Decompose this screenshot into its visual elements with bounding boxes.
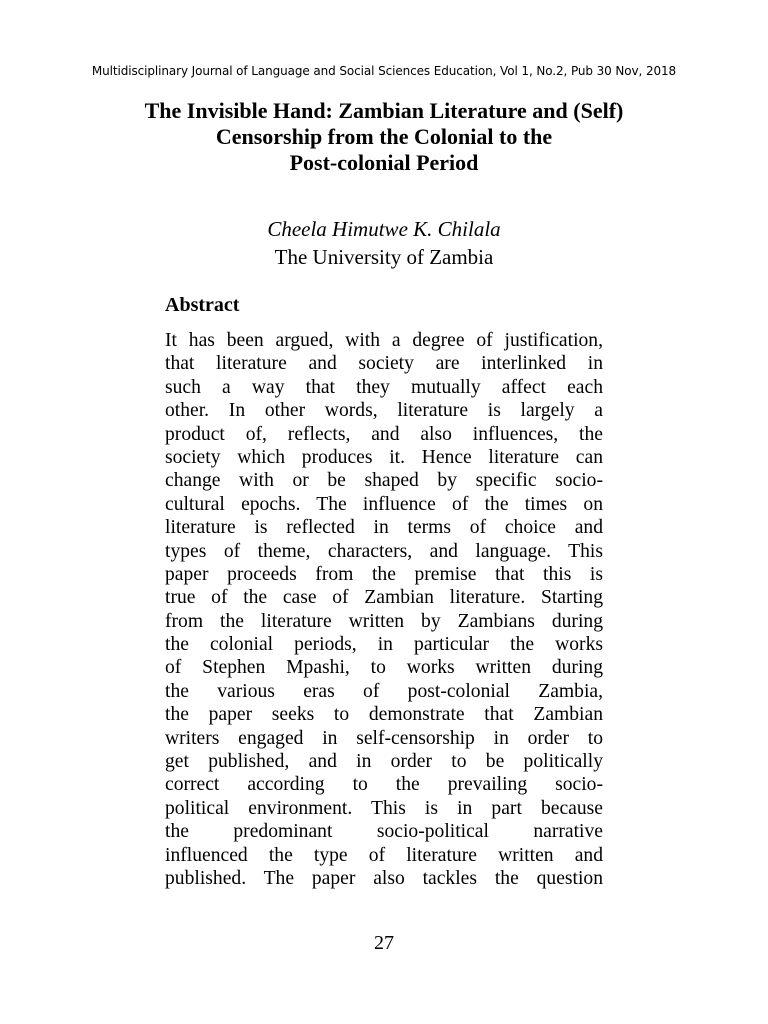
abstract-line: product of, reflects, and also influences, the xyxy=(165,423,603,445)
abstract-line: the colonial periods, in particular the works xyxy=(165,634,603,656)
abstract-line: It has been argued, with a degree of justification, xyxy=(165,330,603,351)
abstract-line: political environment. This is in part because xyxy=(165,797,603,819)
abstract-line: society which produces it. Hence literature can xyxy=(165,446,603,468)
article-title xyxy=(60,98,708,176)
author-name: Cheela Himutwe K. Chilala xyxy=(267,217,501,241)
abstract-line: such a way that they mutually affect each xyxy=(165,376,603,398)
abstract-line: influenced the type of literature written and xyxy=(165,844,603,866)
abstract-line: paper proceeds from the premise that this is xyxy=(165,563,603,585)
title-line: Censorship from the Colonial to the xyxy=(215,124,553,149)
abstract-line: published. The paper also tackles the question xyxy=(165,867,603,889)
abstract-line: of Stephen Mpashi, to works written during xyxy=(165,657,603,679)
abstract-line: literature is reflected in terms of choice and xyxy=(165,517,603,539)
abstract-line: cultural epochs. The influence of the times on xyxy=(165,493,603,515)
abstract-line: get published, and in order to be politically xyxy=(165,751,603,773)
abstract-line: from the literature written by Zambians during xyxy=(165,610,603,632)
abstract-line: that literature and society are interlinked in xyxy=(165,353,603,375)
abstract-line: the paper seeks to demonstrate that Zambian xyxy=(165,704,603,726)
abstract-line: the predominant socio-political narrative xyxy=(165,821,603,843)
abstract-heading: Abstract xyxy=(165,294,240,316)
abstract-line: the various eras of post-colonial Zambia, xyxy=(165,680,603,702)
running-header: Multidisciplinary Journal of Language and Social Sciences Education, Vol 1, No.2, Pub 30 Nov, 2018 xyxy=(91,64,677,78)
abstract-line: writers engaged in self-censorship in order to xyxy=(165,727,603,749)
title-line: The Invisible Hand: Zambian Literature and (Self) xyxy=(144,98,624,123)
author-affiliation: The University of Zambia xyxy=(274,245,494,269)
abstract-line: types of theme, characters, and language. This xyxy=(165,540,603,562)
abstract-line: true of the case of Zambian literature. Starting xyxy=(165,587,603,609)
abstract-line: change with or be shaped by specific socio- xyxy=(165,470,603,492)
title-line: Post-colonial Period xyxy=(289,150,479,175)
page-number: 27 xyxy=(374,932,394,954)
abstract-line: other. In other words, literature is largely a xyxy=(165,400,603,422)
abstract-line: correct according to the prevailing socio- xyxy=(165,774,603,796)
abstract-body xyxy=(165,329,603,890)
